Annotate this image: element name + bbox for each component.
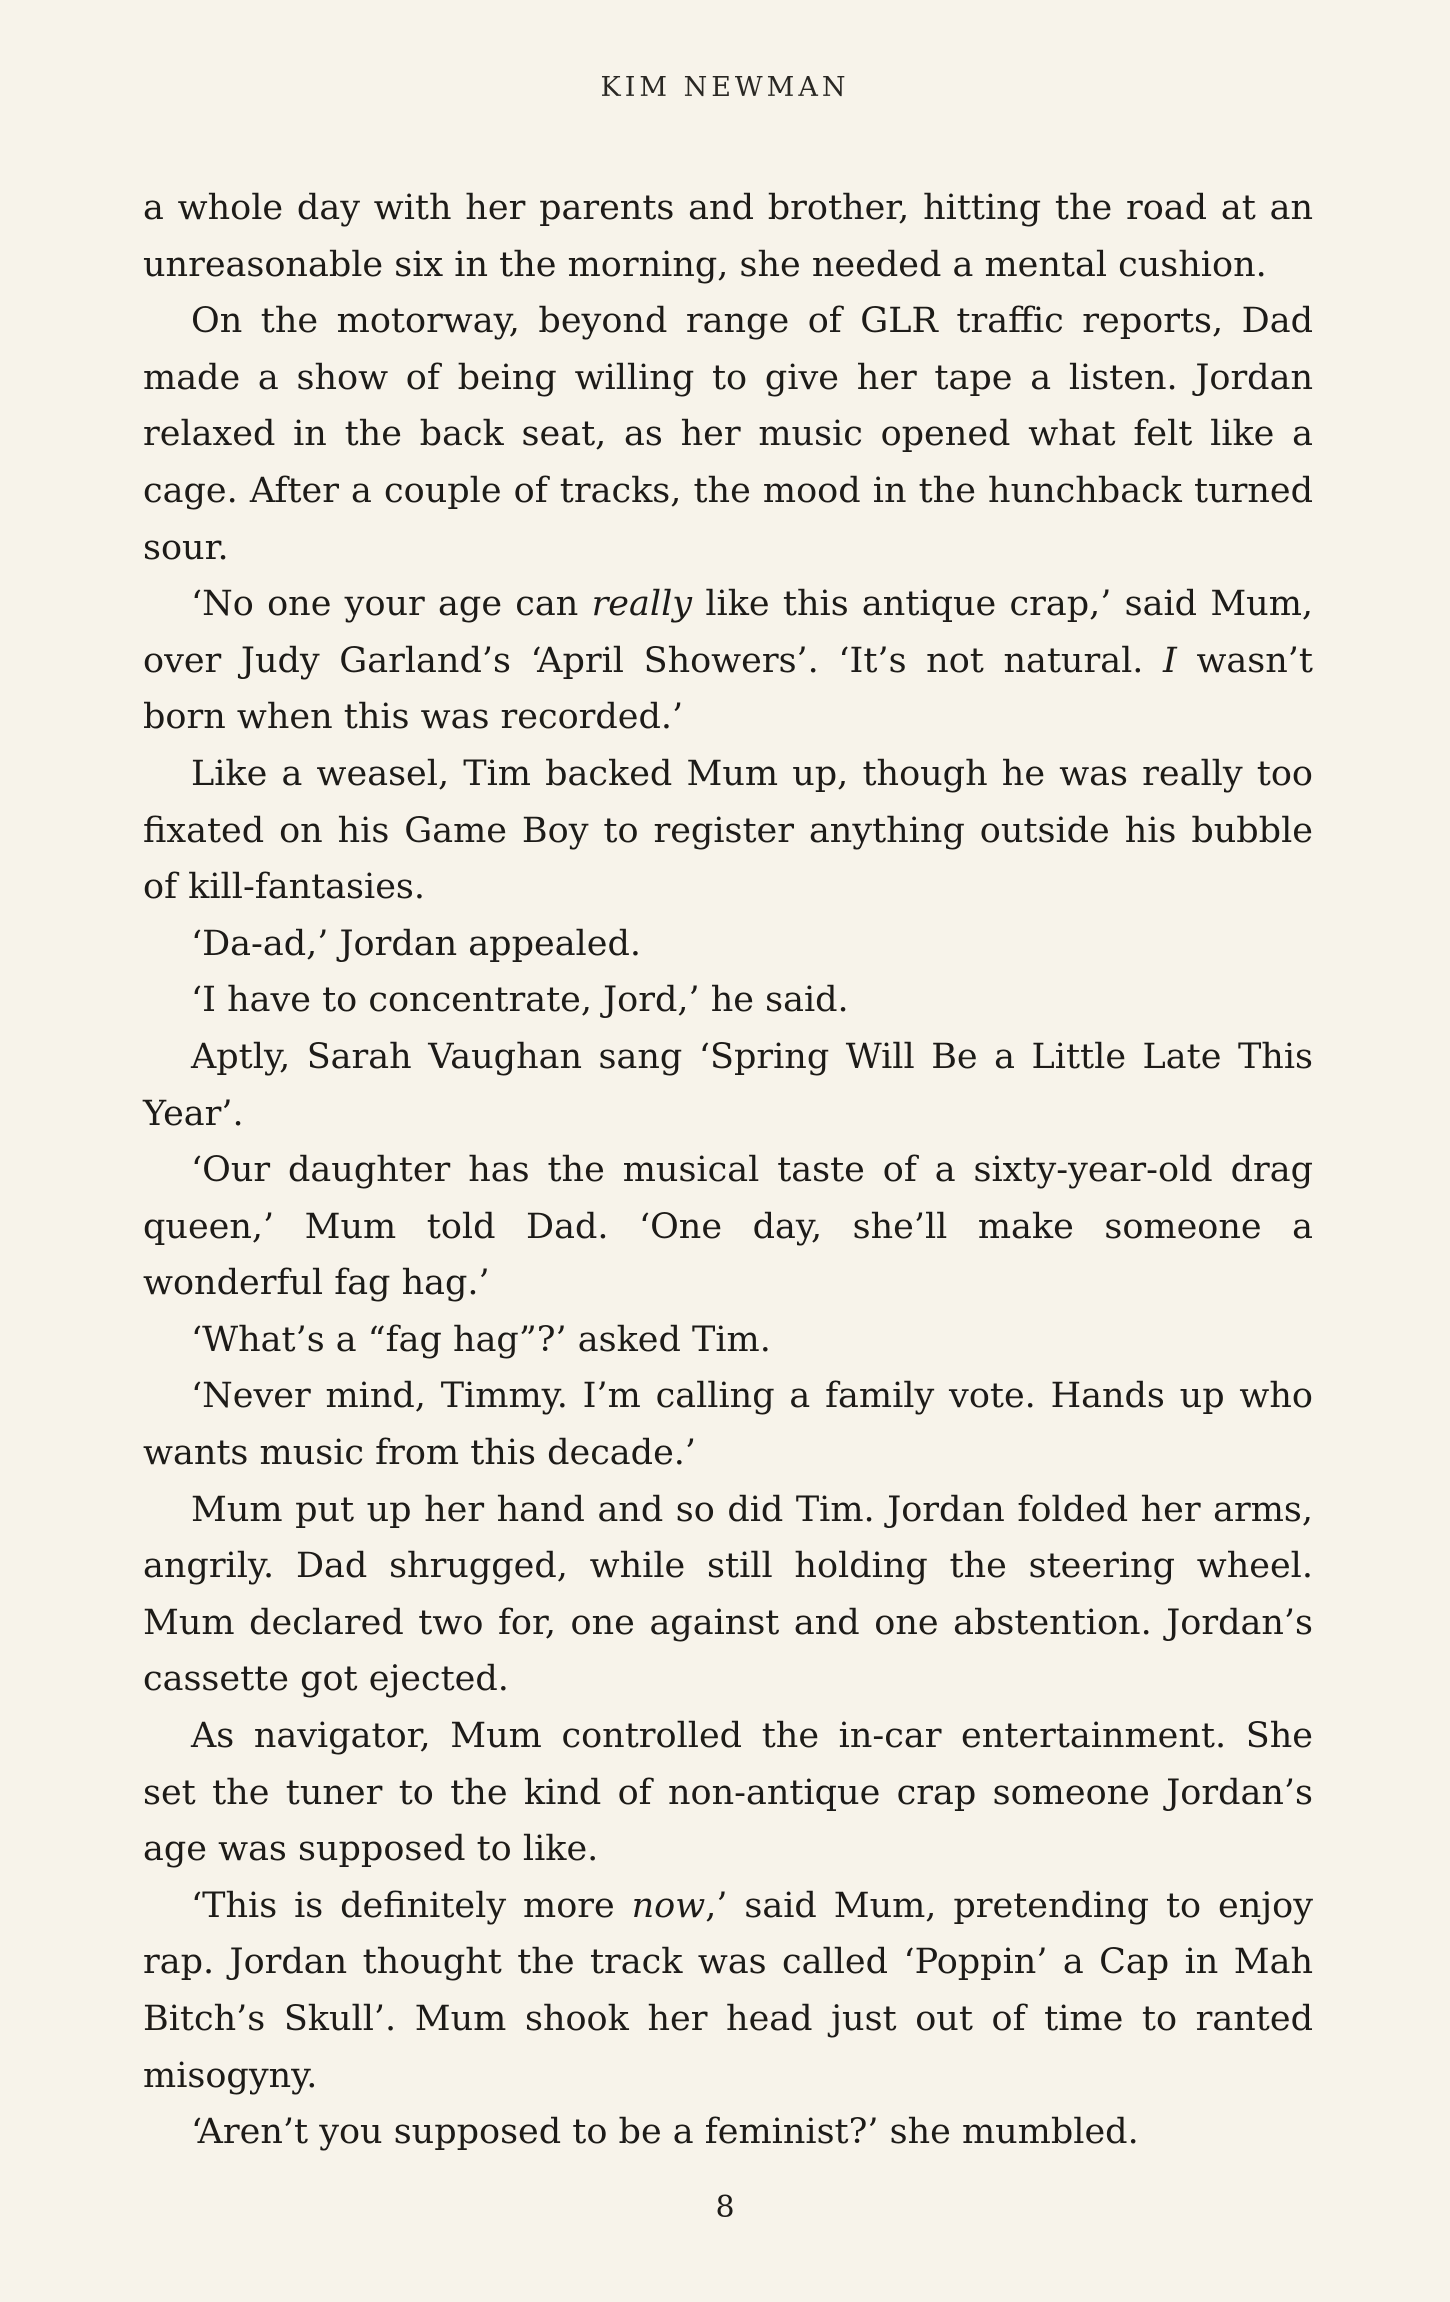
paragraph-13-part-2: ,’ said Mum, pretending to enjoy rap. Jordan thought the track was called ‘Poppin’ a Cap in Mah Bitch’s Skull’. Mum shook her head just out of time to ranted misogyny.	[143, 1885, 1313, 2096]
body-text	[143, 180, 1313, 2161]
paragraph-11: Mum put up her hand and so did Tim. Jordan folded her arms, angrily. Dad shrugged, while still holding the steering wheel. Mum declared two for, one against and one abstention. Jordan’s cassette got ejected.	[143, 1489, 1313, 1700]
paragraph-13-part-1: ‘This is definitely more	[191, 1885, 632, 1926]
paragraph-3-part-2: like this antique crap,’ said Mum, over Judy Garland’s ‘April Showers’. ‘It’s not natural.	[143, 584, 1314, 681]
paragraph-2: On the motorway, beyond range of GLR traffic reports, Dad made a show of being willing to give her tape a listen. Jordan relaxed in the back seat, as her music opened what felt like a cage. After a couple of tracks, the mood in the hunchback turned sour.	[143, 301, 1313, 568]
emphasis-really: really	[591, 584, 693, 625]
paragraph-10: ‘Never mind, Timmy. I’m calling a family vote. Hands up who wants music from this decade.’	[143, 1376, 1313, 1474]
emphasis-now: now	[631, 1885, 706, 1926]
paragraph-3-part-3: wasn’t born when this was recorded.’	[143, 640, 1313, 738]
paragraph-1: a whole day with her parents and brother, hitting the road at an unreasonable six in the morning, she needed a mental cushion.	[143, 188, 1313, 285]
paragraph-7: Aptly, Sarah Vaughan sang ‘Spring Will Be a Little Late This Year’.	[143, 1036, 1313, 1134]
paragraph-3-part-1: ‘No one your age can	[191, 584, 592, 625]
running-head: KIM NEWMAN	[600, 72, 850, 103]
paragraph-3	[143, 576, 1313, 746]
emphasis-i: I	[1163, 640, 1177, 681]
paragraph-4: Like a weasel, Tim backed Mum up, though he was really too fixated on his Game Boy to register anything outside his bubble of kill-fantasies.	[143, 753, 1313, 908]
paragraph-8: ‘Our daughter has the musical taste of a sixty-year-old drag queen,’ Mum told Dad. ‘One day, she’ll make someone a wonderful fag hag.’	[143, 1150, 1313, 1304]
paragraph-6: ‘I have to concentrate, Jord,’ he said.	[191, 980, 849, 1021]
paragraph-12: As navigator, Mum controlled the in-car entertainment. She set the tuner to the kind of non-antique crap someone Jordan’s age was supposed to like.	[143, 1716, 1313, 1870]
paragraph-9: ‘What’s a “fag hag”?’ asked Tim.	[191, 1319, 771, 1360]
page-number: 8	[715, 2190, 735, 2225]
paragraph-14: ‘Aren’t you supposed to be a feminist?’ she mumbled.	[191, 2112, 1139, 2153]
paragraph-13	[143, 1878, 1313, 2104]
paragraph-5: ‘Da-ad,’ Jordan appealed.	[191, 923, 641, 964]
